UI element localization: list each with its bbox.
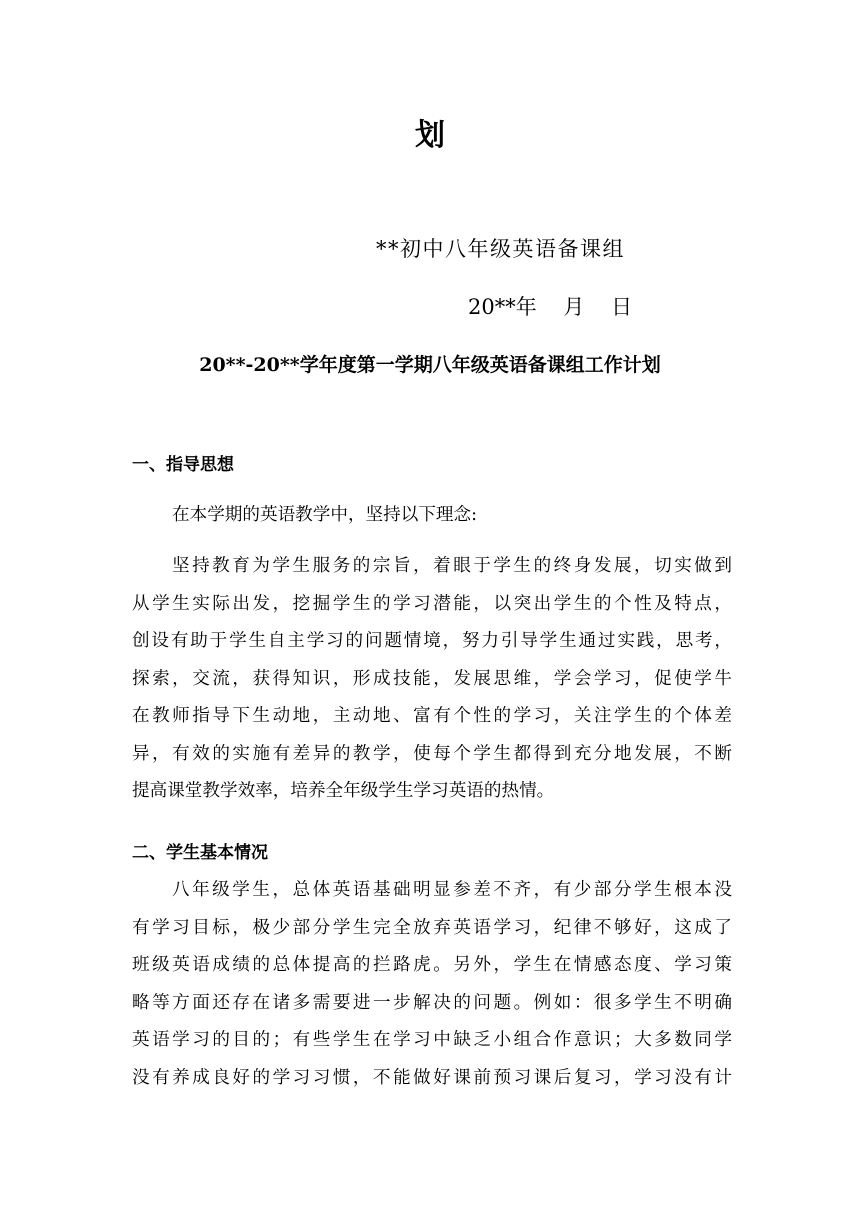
paragraph [132, 497, 732, 535]
document-title: 20**-20**学年度第一学期八年级英语备课组工作计划 [199, 354, 661, 376]
paragraph-line: 探索，交流，获得知识，形成技能，发展思维，学会学习，促使学牛 [132, 668, 732, 689]
paragraph-line: 略等方面还存在诸多需要进一步解决的问题。例如：很多学生不明确 [132, 992, 732, 1013]
paragraph [132, 548, 732, 811]
paragraph-line: 在教师指导下生动地，主动地、富有个性的学习，关注学生的个体差 [132, 706, 732, 726]
section-heading: 二、学生基本情况 [132, 843, 268, 863]
paragraph-line: 从学生实际出发，挖掘学生的学习潜能，以突出学生的个性及特点， [132, 593, 732, 614]
paragraph-line: 班级英语成绩的总体提高的拦路虎。另外，学生在情感态度、学习策 [132, 955, 732, 975]
paragraph-line: 坚持教育为学生服务的宗旨，着眼于学生的终身发展，切实做到 [172, 556, 732, 576]
date-line: 20**年 月 日 [468, 295, 633, 319]
organization-signature: **初中八年级英语备课组 [376, 237, 625, 261]
paragraph-line: 英语学习的目的；有些学生在学习中缺乏小组合作意识；大多数同学 [132, 1030, 732, 1050]
paragraph-line: 异，有效的实施有差异的教学，使每个学生都得到充分地发展，不断 [132, 743, 732, 764]
section-heading: 一、指导思想 [132, 455, 234, 475]
paragraph-line: 有学习目标，极少部分学生完全放弃英语学习，纪律不够好，这成了 [132, 917, 732, 938]
paragraph-line: 在本学期的英语教学中，坚持以下理念: [172, 505, 478, 525]
paragraph-line: 八年级学生，总体英语基础明显参差不齐，有少部分学生根本没 [172, 880, 732, 900]
paragraph [132, 872, 732, 1097]
paragraph-line: 提高课堂教学效率，培养全年级学生学习英语的热情。 [132, 781, 555, 801]
paragraph-line: 创设有助于学生自主学习的问题情境，努力引导学生通过实践，思考， [132, 631, 732, 651]
heading-character: 划 [415, 118, 445, 153]
paragraph-line: 没有养成良好的学习习惯，不能做好课前预习课后复习，学习没有计 [132, 1067, 732, 1088]
